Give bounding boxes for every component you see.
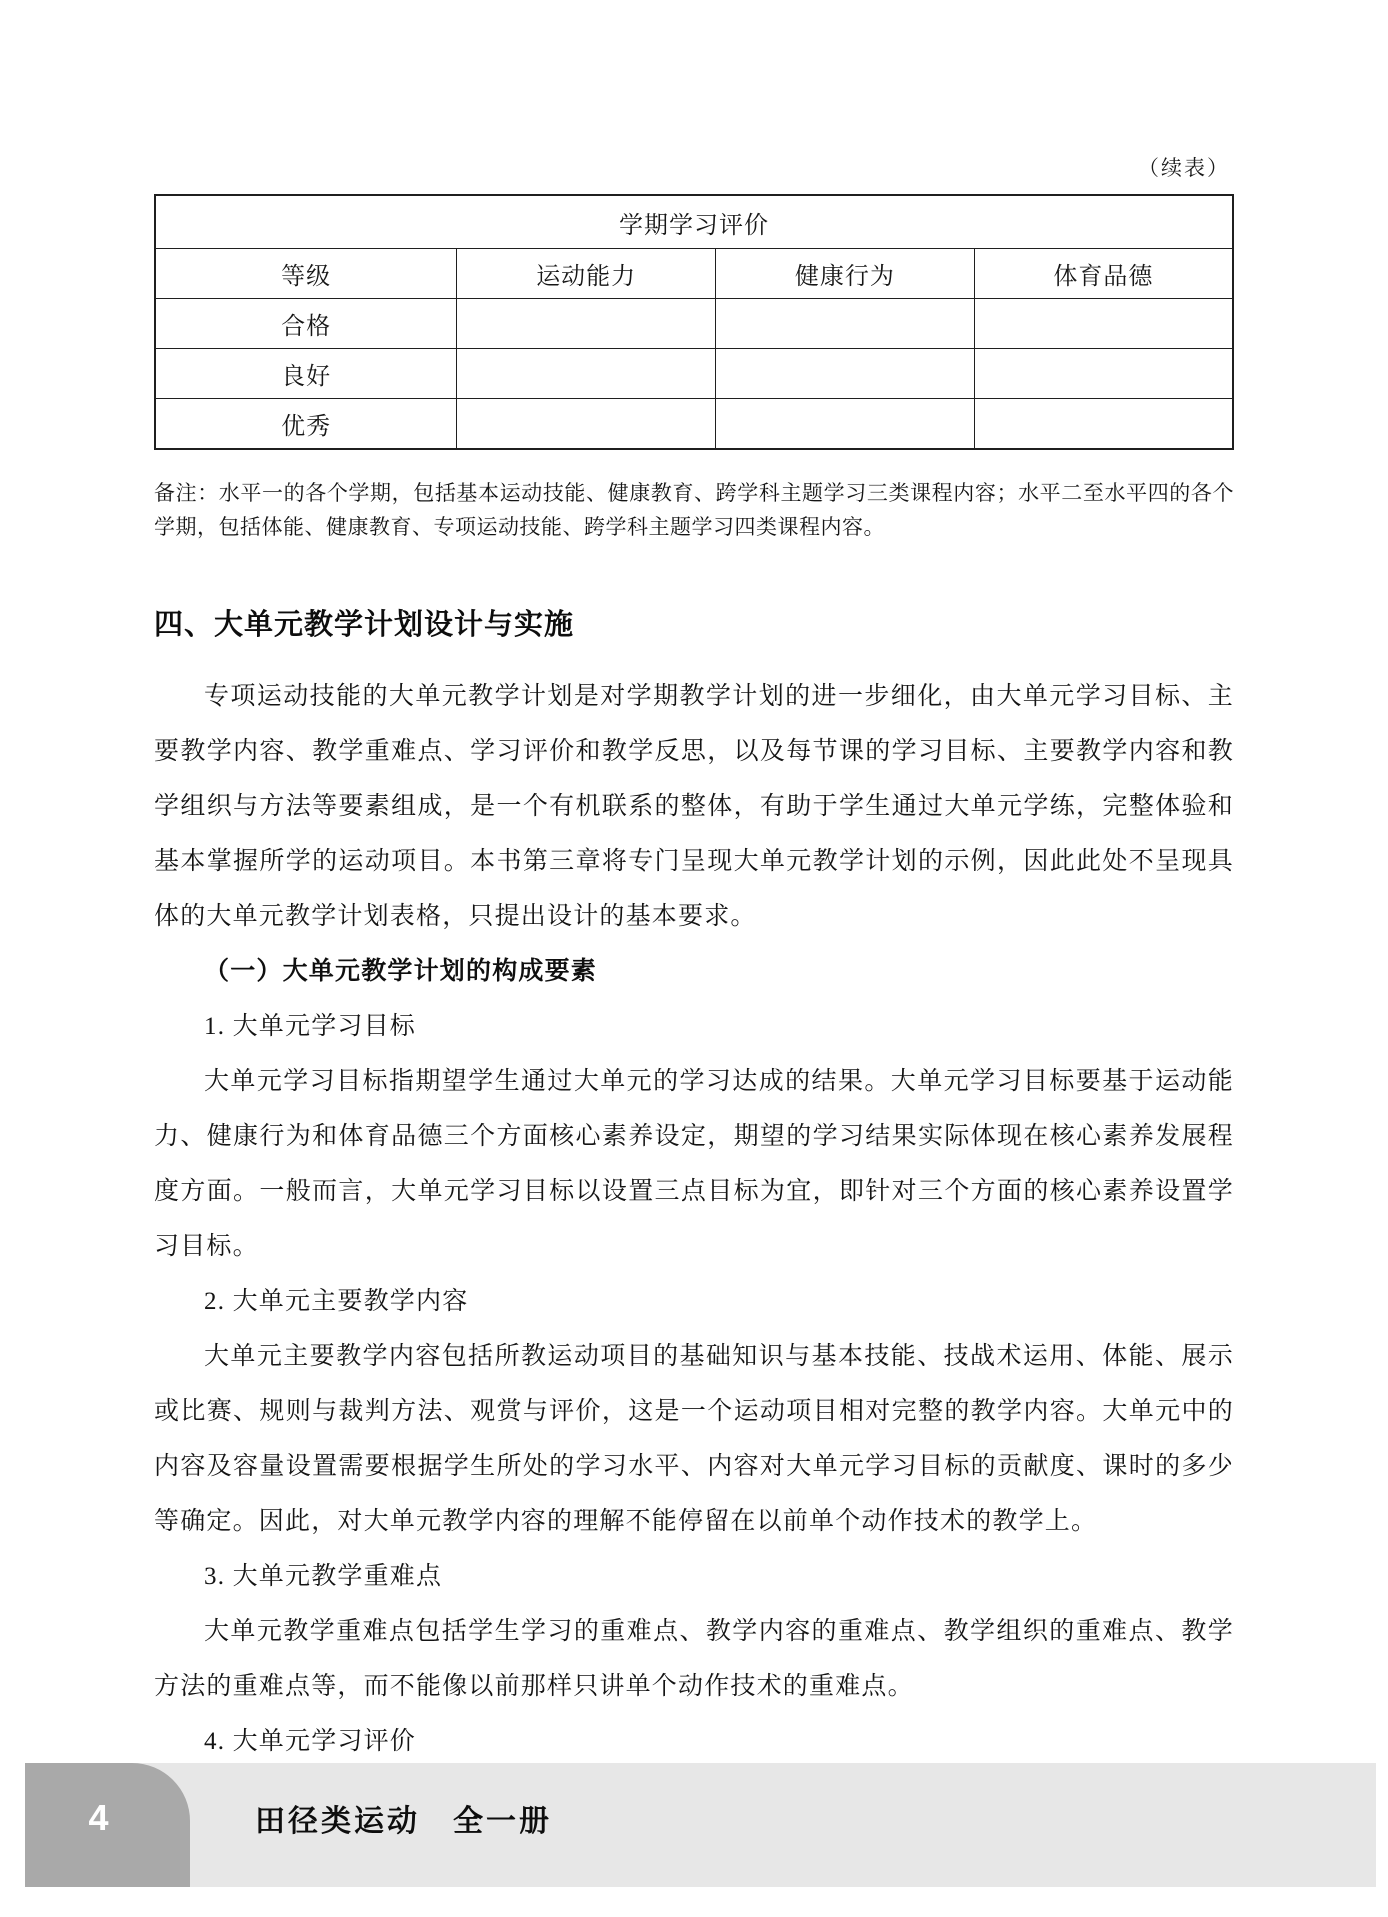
list-item-title-1: 1. 大单元学习目标 — [204, 1013, 417, 1040]
section-heading: 四、大单元教学计划设计与实施 — [154, 609, 575, 641]
grade-cell-good: 良好 — [155, 349, 457, 399]
page-content — [154, 0, 1234, 1824]
semester-evaluation-table — [154, 194, 1234, 450]
column-header-sport-ability: 运动能力 — [457, 249, 716, 299]
column-header-grade: 等级 — [155, 249, 457, 299]
empty-cell — [974, 299, 1233, 349]
table-row — [155, 349, 1233, 399]
table-title: 学期学习评价 — [155, 195, 1233, 249]
book-title: 田径类运动 全一册 — [255, 1805, 552, 1838]
grade-cell-pass: 合格 — [155, 299, 457, 349]
list-item-title-2: 2. 大单元主要教学内容 — [204, 1288, 469, 1315]
column-header-sports-morality: 体育品德 — [974, 249, 1233, 299]
list-item-body-1: 大单元学习目标指期望学生通过大单元的学习达成的结果。大单元学习目标要基于运动能力、健康行为和体育品德三个方面核心素养设定，期望的学习结果实际体现在核心素养发展程度方面。一般而言，大单元学习目标以设置三点目标为宜，即针对三个方面的核心素养设置学习目标。 — [154, 1068, 1234, 1260]
empty-cell — [457, 299, 716, 349]
page-footer — [25, 1763, 1376, 1887]
empty-cell — [716, 299, 975, 349]
table-footnote: 备注：水平一的各个学期，包括基本运动技能、健康教育、跨学科主题学习三类课程内容；水平二至水平四的各个学期，包括体能、健康教育、专项运动技能、跨学科主题学习四类课程内容。 — [154, 481, 1234, 539]
empty-cell — [974, 399, 1233, 450]
empty-cell — [716, 399, 975, 450]
grade-cell-excellent: 优秀 — [155, 399, 457, 450]
list-item-body-2: 大单元主要教学内容包括所教运动项目的基础知识与基本技能、技战术运用、体能、展示或比赛、规则与裁判方法、观赏与评价，这是一个运动项目相对完整的教学内容。大单元中的内容及容量设置需要根据学生所处的学习水平、内容对大单元学习目标的贡献度、课时的多少等确定。因此，对大单元教学内容的理解不能停留在以前单个动作技术的教学上。 — [154, 1343, 1234, 1535]
table-row — [155, 299, 1233, 349]
page-number: 4 — [88, 1797, 109, 1838]
empty-cell — [716, 349, 975, 399]
table-row — [155, 399, 1233, 450]
continued-table-label: （续表） — [1138, 157, 1230, 180]
list-item-title-4: 4. 大单元学习评价 — [204, 1728, 417, 1755]
empty-cell — [457, 349, 716, 399]
list-item-body-3: 大单元教学重难点包括学生学习的重难点、教学内容的重难点、教学组织的重难点、教学方法的重难点等，而不能像以前那样只讲单个动作技术的重难点。 — [154, 1618, 1234, 1700]
subsection-heading: （一）大单元教学计划的构成要素 — [204, 958, 598, 985]
page-number-tab — [25, 1763, 190, 1887]
column-header-health-behavior: 健康行为 — [716, 249, 975, 299]
empty-cell — [457, 399, 716, 450]
list-item-title-3: 3. 大单元教学重难点 — [204, 1563, 443, 1590]
empty-cell — [974, 349, 1233, 399]
section-intro-paragraph: 专项运动技能的大单元教学计划是对学期教学计划的进一步细化，由大单元学习目标、主要教学内容、教学重难点、学习评价和教学反思，以及每节课的学习目标、主要教学内容和教学组织与方法等要素组成，是一个有机联系的整体，有助于学生通过大单元学练，完整体验和基本掌握所学的运动项目。本书第三章将专门呈现大单元教学计划的示例，因此此处不呈现具体的大单元教学计划表格，只提出设计的基本要求。 — [154, 683, 1234, 930]
